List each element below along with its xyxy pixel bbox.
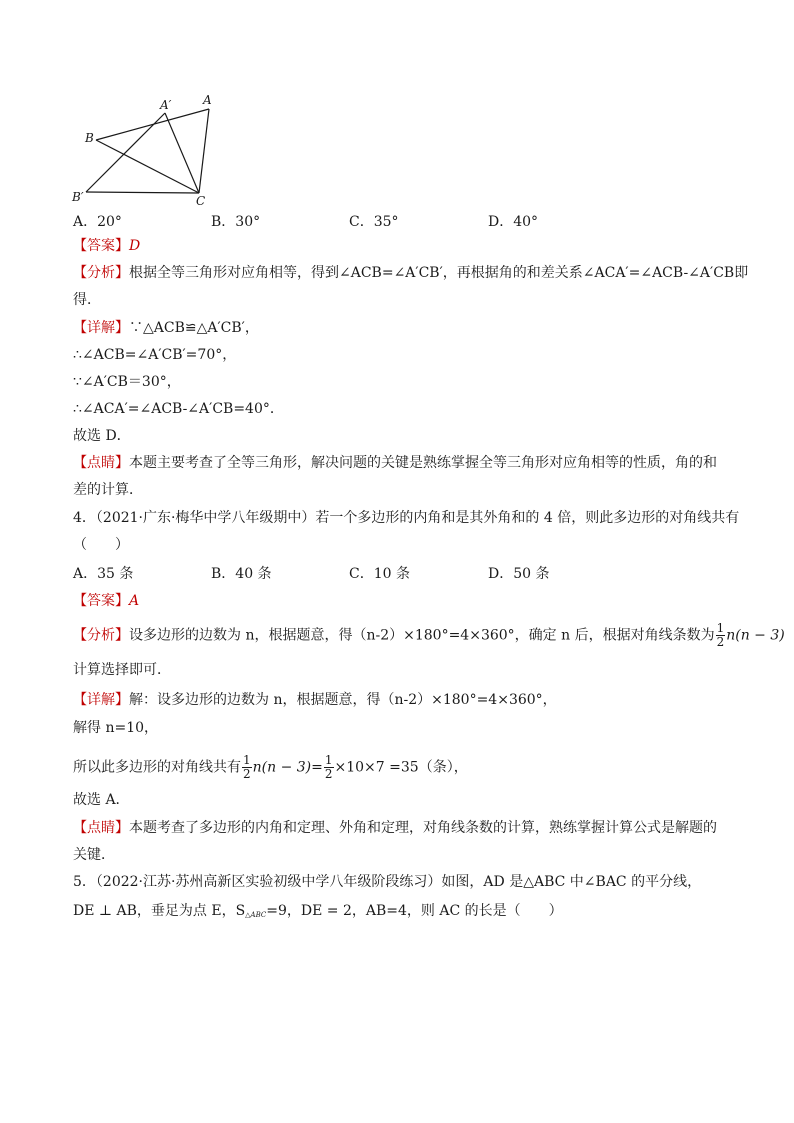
- q3-analysis-line-1: [73, 263, 748, 283]
- q4-analysis-line-1: [73, 622, 785, 649]
- segment-b-prime-a-prime: [86, 113, 165, 192]
- q4-detail-line-3: [73, 754, 468, 781]
- fraction-one-half: [242, 754, 252, 781]
- q3-detail-line-1: [73, 318, 259, 338]
- q5-stem-line-2: [73, 901, 563, 925]
- segment-a-prime-c: [165, 113, 199, 193]
- q3-option-b: B．30°: [211, 214, 261, 230]
- answer-value: D: [129, 238, 141, 254]
- q5-stem-line-1: 5．（2022·江苏·苏州高新区实验初级中学八年级阶段练习）如图，AD 是△ABC 中∠BAC 的平分线，: [73, 874, 702, 890]
- fraction-one-half: [716, 622, 726, 649]
- detail-prefix: 所以此多边形的对角线共有: [73, 759, 241, 776]
- q4-analysis-line-2: 计算选择即可．: [73, 662, 171, 678]
- label-a: A: [203, 94, 212, 107]
- triangle-figure: [68, 94, 228, 210]
- q4-option-b: B．40 条: [211, 566, 272, 582]
- segment-ba: [96, 109, 209, 140]
- fraction-one-half: [324, 754, 334, 781]
- q3-option-c: C．35°: [349, 214, 399, 230]
- formula-result: ×10×7 =35（条），: [334, 759, 468, 776]
- q4-detail-line-2: 解得 n=10，: [73, 720, 159, 736]
- q4-choose: 故选 A．: [73, 792, 130, 808]
- q3-comment-line-1: [73, 453, 717, 473]
- q3-detail-line-2: ∴∠ACB=∠A′CB′=70°，: [73, 347, 237, 363]
- comment-text: 本题主要考查了全等三角形，解决问题的关键是熟练掌握全等三角形对应角相等的性质，角的和: [129, 455, 717, 471]
- segment-ac: [199, 109, 209, 193]
- q3-answer: [73, 236, 140, 256]
- q3-detail-line-4: ∴∠ACA′=∠ACB-∠A′CB=40°．: [73, 401, 284, 417]
- q3-detail-line-3: ∵∠A′CB＝30°，: [73, 374, 181, 390]
- q5-stem-part-b: =9，DE = 2，AB=4，则 AC 的长是（ ）: [266, 903, 563, 919]
- detail-tag: 【详解】: [73, 692, 129, 708]
- q3-choose: 故选 D．: [73, 428, 131, 444]
- q5-area-subscript: △ABC: [245, 911, 267, 919]
- formula-tail: n(n − 3): [726, 627, 785, 644]
- fraction-denominator: 2: [243, 767, 251, 781]
- q4-option-a: A．35 条: [73, 566, 134, 582]
- label-a-prime: A′: [160, 98, 172, 112]
- q5-stem-part-a: DE ⊥ AB，垂足为点 E，S: [73, 903, 246, 919]
- formula-left: n(n − 3)=: [252, 759, 323, 776]
- fraction-numerator: 1: [716, 621, 725, 635]
- q4-comment-line-2: 关键．: [73, 847, 115, 863]
- answer-value: A: [129, 593, 140, 609]
- q4-option-d: D．50 条: [488, 566, 550, 582]
- q4-comment-line-1: [73, 818, 717, 838]
- answer-tag: 【答案】: [73, 238, 129, 254]
- q4-stem-line-2: （ ）: [73, 537, 129, 553]
- q3-option-a: A．20°: [73, 214, 122, 230]
- q3-analysis-line-2: 得．: [73, 292, 101, 308]
- answer-tag: 【答案】: [73, 593, 129, 609]
- analysis-tag: 【分析】: [73, 265, 129, 281]
- fraction-numerator: 1: [243, 753, 251, 767]
- detail-tag: 【详解】: [73, 320, 129, 336]
- comment-tag: 【点睛】: [73, 455, 129, 471]
- label-c: C: [196, 194, 206, 208]
- fraction-numerator: 1: [324, 753, 333, 767]
- q4-answer: [73, 591, 139, 611]
- analysis-tag: 【分析】: [73, 627, 129, 644]
- comment-tag: 【点睛】: [73, 820, 129, 836]
- segment-b-prime-c: [86, 192, 199, 193]
- q3-comment-line-2: 差的计算．: [73, 482, 143, 498]
- comment-text: 本题考查了多边形的内角和定理、外角和定理，对角线条数的计算，熟练掌握计算公式是解题的: [129, 820, 717, 836]
- analysis-text: 设多边形的边数为 n，根据题意，得（n-2）×180°=4×360°，确定 n 后，根据对角线条数为: [129, 627, 715, 644]
- label-b-prime: B′: [72, 190, 84, 204]
- q3-option-d: D．40°: [488, 214, 539, 230]
- label-b: B: [85, 131, 94, 145]
- fraction-denominator: 2: [716, 635, 725, 649]
- fraction-denominator: 2: [324, 767, 333, 781]
- q4-detail-line-1: [73, 690, 557, 710]
- detail-text: ∵△ACB≌△A′CB′，: [129, 320, 259, 336]
- q4-option-c: C．10 条: [349, 566, 410, 582]
- q4-stem-line-1: 4．（2021·广东·梅华中学八年级期中）若一个多边形的内角和是其外角和的 4 倍，则此多边形的对角线共有: [73, 510, 740, 526]
- detail-text: 解：设多边形的边数为 n，根据题意，得（n-2）×180°=4×360°，: [129, 692, 557, 708]
- analysis-text: 根据全等三角形对应角相等，得到∠ACB=∠A′CB′，再根据角的和差关系∠ACA′=∠ACB-∠A′CB即: [129, 265, 749, 281]
